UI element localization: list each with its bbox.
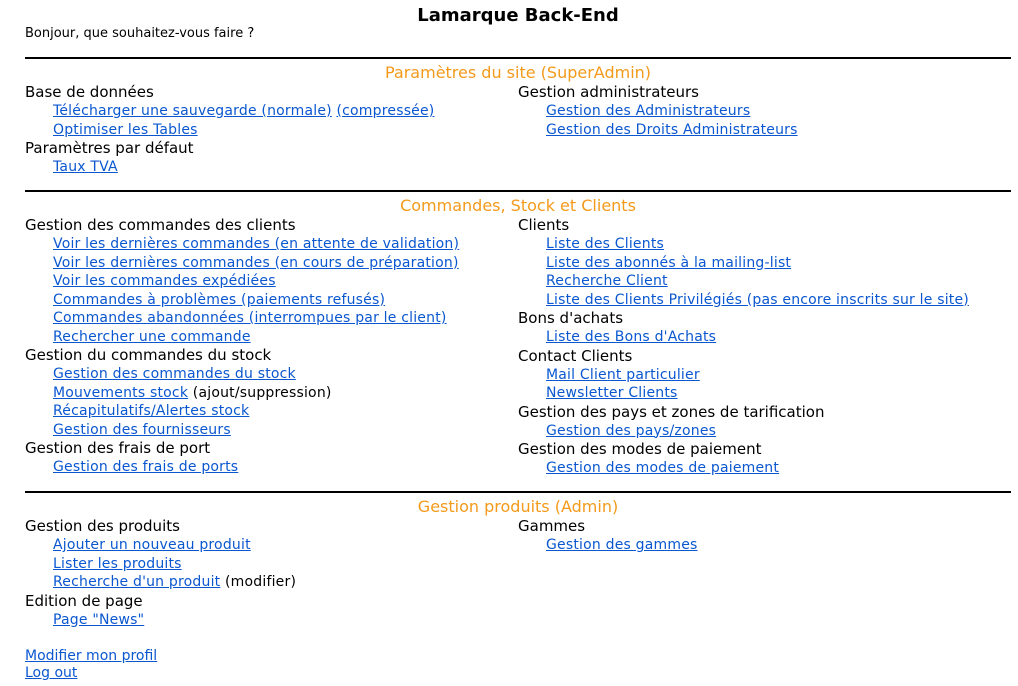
orders-pending-link[interactable]: Voir les dernières commandes (en attente de validation) (53, 236, 460, 252)
link-row (518, 366, 1011, 385)
group-title-shipping: Gestion des frais de port (25, 439, 211, 457)
link-row (518, 254, 1011, 273)
link-row (25, 402, 518, 421)
group-title-products: Gestion des produits (25, 517, 180, 535)
group-title-clients: Clients (518, 216, 570, 234)
left-column (25, 216, 518, 477)
tva-rate-link[interactable]: Taux TVA (53, 159, 118, 175)
link-row (518, 536, 1011, 555)
orders-shipped-link[interactable]: Voir les commandes expédiées (53, 273, 276, 289)
countries-zones-link[interactable]: Gestion des pays/zones (546, 422, 717, 439)
mail-client-link[interactable]: Mail Client particulier (546, 366, 700, 383)
link-row (518, 384, 1011, 403)
link-row (25, 611, 518, 630)
footer-links (25, 648, 157, 682)
clients-list-link[interactable]: Liste des Clients (546, 236, 665, 252)
logout-link[interactable]: Log out (25, 665, 78, 681)
link-row (25, 384, 518, 403)
orders-problem-link[interactable]: Commandes à problèmes (paiements refusés) (53, 291, 386, 308)
group-title-countries: Gestion des pays et zones de tarification (518, 402, 825, 421)
left-column (25, 517, 518, 629)
group-title-page-edit: Edition de page (25, 591, 143, 610)
link-row (25, 254, 518, 273)
link-row (25, 555, 518, 574)
stock-orders-link[interactable]: Gestion des commandes du stock (53, 366, 296, 382)
section-title: Commandes, Stock et Clients (400, 196, 636, 215)
link-row (25, 121, 518, 140)
greeting-text: Bonjour, que souhaitez-vous faire ? (25, 26, 255, 41)
link-row (25, 421, 518, 440)
link-row (25, 309, 518, 328)
link-row (25, 158, 518, 177)
page-news-link[interactable]: Page "News" (53, 611, 145, 628)
vouchers-list-link[interactable]: Liste des Bons d'Achats (546, 329, 717, 345)
group-title-client-orders: Gestion des commandes des clients (25, 216, 296, 234)
stock-alerts-link[interactable]: Récapitulatifs/Alertes stock (53, 403, 250, 419)
payment-modes-link[interactable]: Gestion des modes de paiement (546, 460, 780, 476)
link-row (518, 291, 1011, 310)
newsletter-link[interactable]: Newsletter Clients (546, 385, 678, 401)
link-row (518, 272, 1011, 291)
link-row (25, 536, 518, 555)
group-title-admins: Gestion administrateurs (518, 83, 699, 101)
link-row (25, 365, 518, 384)
search-product-note: (modifier) (225, 574, 297, 590)
stock-moves-link[interactable]: Mouvements stock (53, 384, 189, 401)
stock-moves-note: (ajout/suppression) (192, 384, 332, 401)
ranges-link[interactable]: Gestion des gammes (546, 537, 698, 553)
section-site-settings (25, 57, 1011, 175)
section-orders-stock-clients (25, 190, 1011, 476)
link-row (518, 235, 1011, 254)
group-title-payment: Gestion des modes de paiement (518, 440, 762, 458)
section-products (25, 491, 1011, 628)
link-row (518, 102, 1011, 121)
group-title-defaults: Paramètres par défaut (25, 139, 194, 157)
add-product-link[interactable]: Ajouter un nouveau produit (53, 537, 251, 553)
manage-admins-link[interactable]: Gestion des Administrateurs (546, 103, 751, 119)
link-row (25, 328, 518, 347)
clients-search-link[interactable]: Recherche Client (546, 273, 668, 289)
group-title-contact: Contact Clients (518, 346, 633, 365)
group-title-ranges: Gammes (518, 517, 586, 535)
mailing-list-link[interactable]: Liste des abonnés à la mailing-list (546, 254, 792, 271)
link-row (25, 102, 518, 121)
right-column (518, 216, 1011, 478)
edit-profile-link[interactable]: Modifier mon profil (25, 648, 158, 664)
link-row (25, 291, 518, 310)
link-row (25, 458, 518, 477)
optimize-tables-link[interactable]: Optimiser les Tables (53, 121, 198, 138)
link-row (518, 459, 1011, 478)
download-backup-compressed-link[interactable]: (compressée) (336, 103, 435, 119)
search-product-link[interactable]: Recherche d'un produit (53, 574, 221, 590)
group-title-database: Base de données (25, 83, 154, 101)
link-row (25, 573, 518, 592)
section-title: Gestion produits (Admin) (417, 497, 619, 516)
link-row (25, 272, 518, 291)
section-title: Paramètres du site (SuperAdmin) (384, 63, 652, 82)
privileged-clients-link[interactable]: Liste des Clients Privilégiés (pas encore inscrits sur le site) (546, 291, 969, 308)
manage-admin-rights-link[interactable]: Gestion des Droits Administrateurs (546, 121, 798, 138)
link-row (25, 235, 518, 254)
link-row (518, 121, 1011, 140)
orders-preparing-link[interactable]: Voir les dernières commandes (en cours de préparation) (53, 254, 459, 271)
download-backup-normal-link[interactable]: Télécharger une sauvegarde (normale) (53, 103, 332, 119)
link-row (518, 422, 1011, 441)
page-title: Lamarque Back-End (417, 5, 619, 26)
right-column (518, 83, 1011, 139)
list-products-link[interactable]: Lister les produits (53, 555, 182, 572)
group-title-stock-orders: Gestion du commandes du stock (25, 346, 272, 364)
left-column (25, 83, 518, 177)
shipping-costs-link[interactable]: Gestion des frais de ports (53, 459, 239, 475)
suppliers-link[interactable]: Gestion des fournisseurs (53, 421, 231, 438)
right-column (518, 517, 1011, 555)
orders-abandoned-link[interactable]: Commandes abandonnées (interrompues par le client) (53, 310, 447, 326)
group-title-vouchers: Bons d'achats (518, 309, 624, 327)
orders-search-link[interactable]: Rechercher une commande (53, 328, 251, 345)
link-row (518, 328, 1011, 347)
